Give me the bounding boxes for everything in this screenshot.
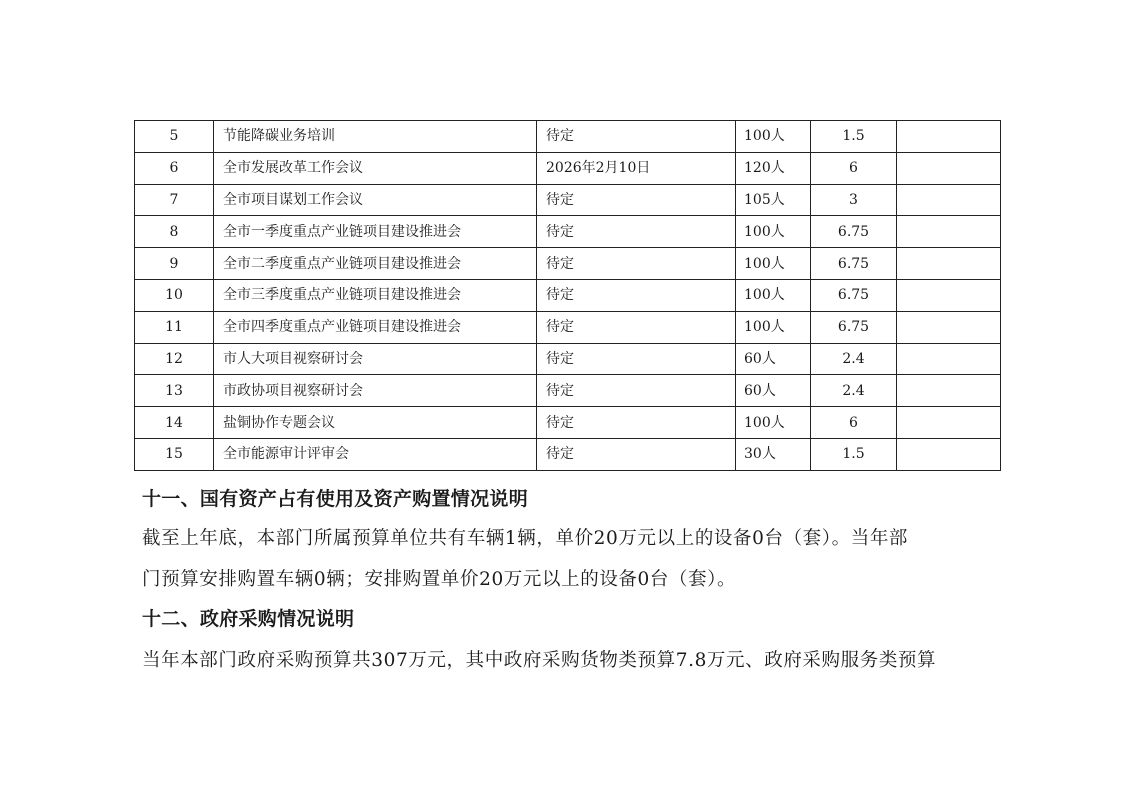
section-11-paragraph-line-1: 截至上年底，本部门所属预算单位共有车辆1辆，单价20万元以上的设备0台（套）。当年部 <box>142 528 909 549</box>
row-number-cell: 9 <box>135 248 214 280</box>
attendee-count-cell: 120人 <box>736 152 811 184</box>
table-row <box>135 407 1001 439</box>
row-number-cell: 12 <box>135 343 214 375</box>
row-number-cell: 8 <box>135 216 214 248</box>
remarks-cell <box>897 311 1001 343</box>
remarks-cell <box>897 279 1001 311</box>
attendee-count-cell: 100人 <box>736 279 811 311</box>
row-number-cell: 7 <box>135 184 214 216</box>
meeting-name-cell: 市人大项目视察研讨会 <box>214 343 537 375</box>
table-row <box>135 438 1001 470</box>
table-row <box>135 375 1001 407</box>
table-row <box>135 184 1001 216</box>
row-number-cell: 10 <box>135 279 214 311</box>
remarks-cell <box>897 248 1001 280</box>
meeting-name-cell: 节能降碳业务培训 <box>214 121 537 153</box>
section-11-paragraph-line-2: 门预算安排购置车辆0辆；安排购置单价20万元以上的设备0台（套）。 <box>142 569 737 590</box>
meeting-date-cell: 待定 <box>537 438 736 470</box>
remarks-cell <box>897 375 1001 407</box>
row-number-cell: 14 <box>135 407 214 439</box>
budget-amount-cell: 6.75 <box>811 248 897 280</box>
attendee-count-cell: 100人 <box>736 407 811 439</box>
budget-amount-cell: 2.4 <box>811 375 897 407</box>
section-12-paragraph-line-1: 当年本部门政府采购预算共307万元，其中政府采购货物类预算7.8万元、政府采购服务类预算 <box>142 650 937 671</box>
meeting-name-cell: 全市二季度重点产业链项目建设推进会 <box>214 248 537 280</box>
remarks-cell <box>897 407 1001 439</box>
remarks-cell <box>897 438 1001 470</box>
remarks-cell <box>897 121 1001 153</box>
attendee-count-cell: 100人 <box>736 121 811 153</box>
remarks-cell <box>897 152 1001 184</box>
budget-amount-cell: 6.75 <box>811 279 897 311</box>
row-number-cell: 13 <box>135 375 214 407</box>
table-row <box>135 248 1001 280</box>
table-row <box>135 216 1001 248</box>
meeting-date-cell: 待定 <box>537 375 736 407</box>
meeting-table-body <box>135 121 1001 471</box>
meeting-name-cell: 全市项目谋划工作会议 <box>214 184 537 216</box>
meeting-date-cell: 2026年2月10日 <box>537 152 736 184</box>
budget-amount-cell: 1.5 <box>811 438 897 470</box>
section-12-heading: 十二、政府采购情况说明 <box>142 608 355 630</box>
row-number-cell: 6 <box>135 152 214 184</box>
row-number-cell: 15 <box>135 438 214 470</box>
meeting-name-cell: 全市能源审计评审会 <box>214 438 537 470</box>
section-11-heading: 十一、国有资产占有使用及资产购置情况说明 <box>142 488 529 510</box>
meeting-name-cell: 全市四季度重点产业链项目建设推进会 <box>214 311 537 343</box>
meeting-date-cell: 待定 <box>537 216 736 248</box>
meeting-date-cell: 待定 <box>537 184 736 216</box>
attendee-count-cell: 100人 <box>736 311 811 343</box>
budget-amount-cell: 1.5 <box>811 121 897 153</box>
remarks-cell <box>897 216 1001 248</box>
meeting-table <box>134 120 1001 471</box>
table-row <box>135 121 1001 153</box>
meeting-name-cell: 全市发展改革工作会议 <box>214 152 537 184</box>
row-number-cell: 11 <box>135 311 214 343</box>
budget-amount-cell: 6.75 <box>811 216 897 248</box>
budget-amount-cell: 6.75 <box>811 311 897 343</box>
budget-amount-cell: 6 <box>811 152 897 184</box>
attendee-count-cell: 60人 <box>736 375 811 407</box>
meeting-name-cell: 盐铜协作专题会议 <box>214 407 537 439</box>
meeting-name-cell: 全市三季度重点产业链项目建设推进会 <box>214 279 537 311</box>
row-number-cell: 5 <box>135 121 214 153</box>
meeting-date-cell: 待定 <box>537 343 736 375</box>
meeting-name-cell: 市政协项目视察研讨会 <box>214 375 537 407</box>
meeting-name-cell: 全市一季度重点产业链项目建设推进会 <box>214 216 537 248</box>
meeting-date-cell: 待定 <box>537 121 736 153</box>
remarks-cell <box>897 343 1001 375</box>
meeting-date-cell: 待定 <box>537 311 736 343</box>
remarks-cell <box>897 184 1001 216</box>
attendee-count-cell: 30人 <box>736 438 811 470</box>
attendee-count-cell: 105人 <box>736 184 811 216</box>
meeting-date-cell: 待定 <box>537 248 736 280</box>
table-row <box>135 311 1001 343</box>
attendee-count-cell: 60人 <box>736 343 811 375</box>
attendee-count-cell: 100人 <box>736 248 811 280</box>
meeting-date-cell: 待定 <box>537 407 736 439</box>
table-row <box>135 343 1001 375</box>
table-row <box>135 279 1001 311</box>
table-row <box>135 152 1001 184</box>
attendee-count-cell: 100人 <box>736 216 811 248</box>
budget-amount-cell: 2.4 <box>811 343 897 375</box>
meeting-date-cell: 待定 <box>537 279 736 311</box>
budget-amount-cell: 3 <box>811 184 897 216</box>
budget-amount-cell: 6 <box>811 407 897 439</box>
